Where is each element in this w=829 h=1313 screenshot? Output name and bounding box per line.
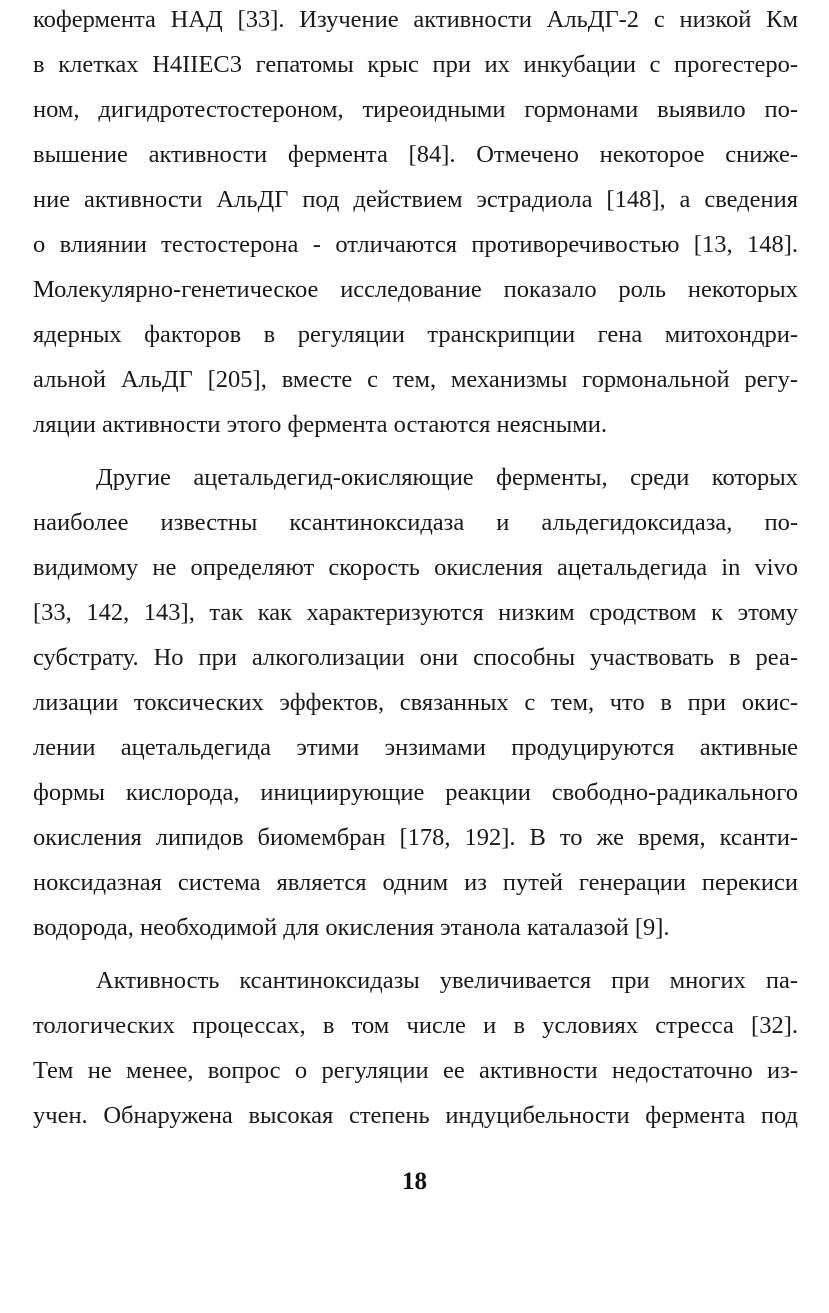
text-line: Другие ацетальдегид-окисляющие ферменты, среди которых [96,464,798,491]
text-line: ядерных факторов в регуляции транскрипции гена митохондри- [33,321,798,348]
text-line: наиболее известны ксантиноксидаза и альдегидоксидаза, по- [33,509,798,536]
page-number: 18 [402,1168,427,1195]
text-line: кофермента НАД [33]. Изучение активности АльДГ-2 с низкой Км [33,6,798,33]
text-line: о влиянии тестостерона - отличаются противоречивостью [13, 148]. [33,231,798,258]
text-line: лизации токсических эффектов, связанных с тем, что в при окис- [33,689,798,716]
text-line: субстрату. Но при алкоголизации они способны участвовать в реа- [33,644,798,671]
text-line: ноксидазная система является одним из путей генерации перекиси [33,869,798,896]
text-line: учен. Обнаружена высокая степень индуцибельности фермента под [33,1102,798,1129]
text-line: лении ацетальдегида этими энзимами продуцируются активные [33,734,798,761]
text-line: Тем не менее, вопрос о регуляции ее активности недостаточно из- [33,1057,798,1084]
text-line: ние активности АльДГ под действием эстрадиола [148], а сведения [33,186,798,213]
text-line: формы кислорода, инициирующие реакции свободно-радикального [33,779,798,806]
text-line: тологических процессах, в том числе и в условиях стресса [32]. [33,1012,798,1039]
text-line: в клетках H4IIEC3 гепатомы крыс при их инкубации с прогестеро- [33,51,798,78]
text-line: альной АльДГ [205], вместе с тем, механизмы гормональной регу- [33,366,798,393]
text-line: Молекулярно-генетическое исследование показало роль некоторых [33,276,798,303]
text-line: окисления липидов биомембран [178, 192]. В то же время, ксанти- [33,824,798,851]
text-line: видимому не определяют скорость окисления ацетальдегида in vivo [33,554,798,581]
text-line: [33, 142, 143], так как характеризуются низким сродством к этому [33,599,798,626]
text-line: ном, дигидротестостероном, тиреоидными гормонами выявило по- [33,96,798,123]
text-line: Активность ксантиноксидазы увеличивается при многих па- [96,967,798,994]
text-line: водорода, необходимой для окисления этанола каталазой [9]. [33,914,670,941]
text-line: вышение активности фермента [84]. Отмечено некоторое сниже- [33,141,798,168]
text-line: ляции активности этого фермента остаются неясными. [33,411,607,438]
